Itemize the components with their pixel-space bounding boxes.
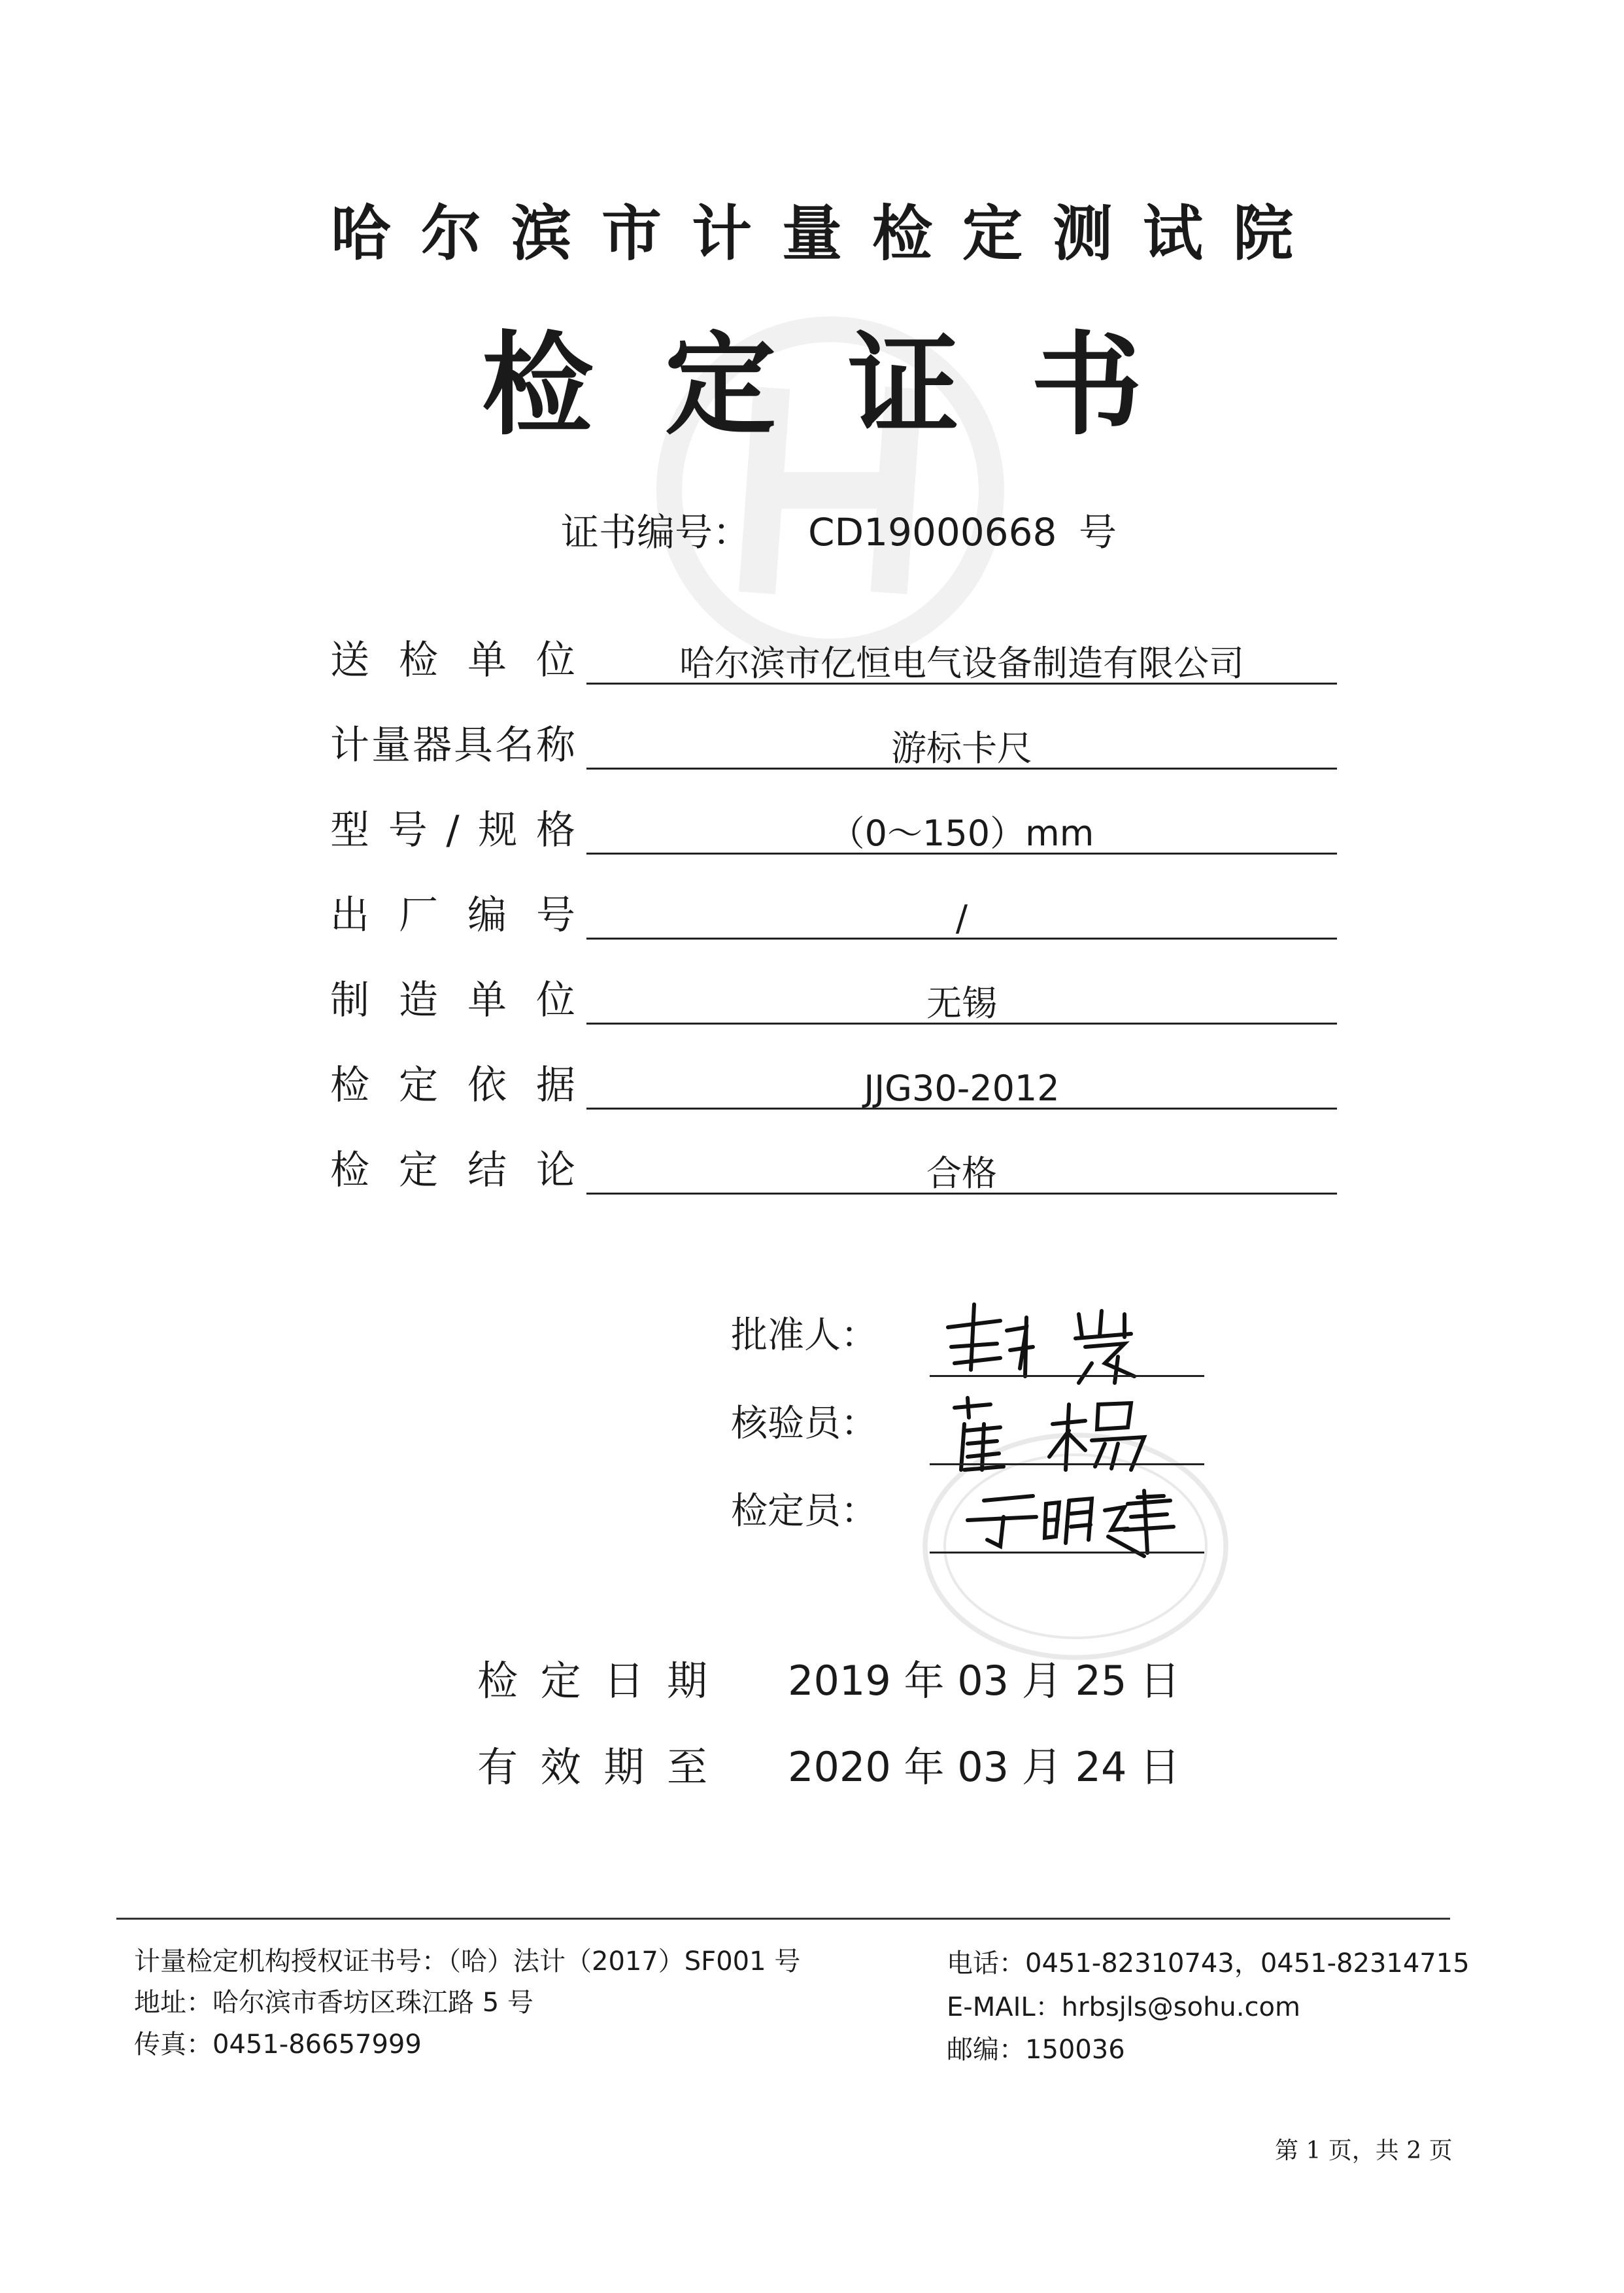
field-label-char: 号 [388, 807, 428, 853]
date-label-char: 有 [477, 1743, 518, 1791]
field-label [330, 1147, 575, 1193]
field-label-char: 位 [536, 977, 575, 1023]
field-label-char: 结 [467, 1147, 507, 1193]
field-value: 合格 [926, 1153, 997, 1194]
field-underline [586, 683, 1337, 685]
field-label-char: 定 [399, 1147, 438, 1193]
field-label-char: / [446, 807, 460, 853]
field-label-char: 号 [536, 892, 575, 938]
date-label-char: 效 [540, 1743, 581, 1791]
field-label [330, 977, 575, 1023]
email: E-MAIL：hrbsjls@sohu.com [947, 1992, 1300, 2022]
inspector-label: 检定员： [731, 1490, 877, 1533]
field-label-char: 厂 [399, 892, 438, 938]
field-label-char: 规 [478, 807, 518, 853]
field-label-char: 编 [467, 892, 507, 938]
field-label-char: 送 [330, 637, 369, 683]
date-label-char: 定 [540, 1657, 581, 1705]
field-label-char: 定 [399, 1062, 438, 1108]
inspector-signature-line [930, 1552, 1204, 1554]
field-label [330, 637, 575, 683]
field-label [330, 1062, 575, 1108]
field-value: 游标卡尺 [891, 728, 1032, 769]
field-value: JJG30-2012 [864, 1068, 1060, 1109]
date-label-char: 日 [603, 1657, 645, 1705]
field-label-char: 论 [536, 1147, 575, 1193]
organization-name: 哈尔滨市计量检定测试院 [330, 199, 1323, 269]
date-label-char: 期 [666, 1657, 707, 1705]
field-label-char: 型 [330, 807, 369, 853]
field-underline [586, 1193, 1337, 1195]
field-value: 哈尔滨市亿恒电气设备制造有限公司 [679, 643, 1244, 684]
field-label-char: 名 [495, 722, 534, 768]
field-underline [586, 853, 1337, 855]
date-label-char: 期 [603, 1743, 645, 1791]
field-label-char: 检 [399, 637, 438, 683]
field-label [330, 807, 575, 853]
certificate-number-suffix: 号 [1079, 510, 1117, 554]
field-label-char: 计 [330, 722, 369, 768]
field-label-char: 检 [330, 1147, 369, 1193]
field-label-char: 单 [467, 977, 507, 1023]
field-label-char: 位 [536, 637, 575, 683]
approver-label: 批准人： [731, 1314, 877, 1357]
field-label-char: 量 [371, 722, 411, 768]
field-underline [586, 768, 1337, 770]
fax: 传真：0451-86657999 [134, 2030, 422, 2060]
field-label-char: 检 [330, 1062, 369, 1108]
field-label-char: 单 [467, 637, 507, 683]
phone: 电话：0451-82310743，0451-82314715 [947, 1948, 1470, 1979]
certificate-number-label: 证书编号： [561, 510, 751, 554]
field-label-char: 据 [536, 1062, 575, 1108]
field-label-char: 出 [330, 892, 369, 938]
field-value: （0～150）mm [829, 813, 1094, 854]
field-value: / [955, 898, 968, 939]
footer-divider [116, 1918, 1450, 1920]
field-label-char: 依 [467, 1062, 507, 1108]
field-underline [586, 938, 1337, 940]
date-value: 2020 年 03 月 24 日 [788, 1743, 1181, 1791]
postcode: 邮编：150036 [947, 2035, 1125, 2065]
certificate-number: CD19000668 [808, 510, 1057, 554]
field-label [330, 892, 575, 938]
reviewer-label: 核验员： [731, 1402, 877, 1445]
field-label [330, 722, 575, 768]
field-label-char: 称 [536, 722, 575, 768]
field-value: 无锡 [926, 983, 997, 1024]
field-label-char: 制 [330, 977, 369, 1023]
field-label-char: 格 [535, 807, 575, 853]
field-underline [586, 1023, 1337, 1025]
date-value: 2019 年 03 月 25 日 [788, 1657, 1181, 1705]
date-label [477, 1743, 707, 1791]
document-title: 检定证书 [481, 321, 1214, 450]
page-number: 第 1 页，共 2 页 [1275, 2137, 1453, 2164]
field-label-char: 器 [413, 722, 452, 768]
field-underline [586, 1108, 1337, 1110]
address: 地址：哈尔滨市香坊区珠江路 5 号 [134, 1988, 533, 2018]
approver-signature-line [930, 1375, 1204, 1377]
authorization-number: 计量检定机构授权证书号：（哈）法计（2017）SF001 号 [134, 1946, 801, 1977]
date-label [477, 1657, 707, 1705]
date-label-char: 至 [666, 1743, 707, 1791]
inspector-signature [928, 1465, 1210, 1569]
field-label-char: 造 [399, 977, 438, 1023]
field-label-char: 具 [454, 722, 493, 768]
date-label-char: 检 [477, 1657, 518, 1705]
